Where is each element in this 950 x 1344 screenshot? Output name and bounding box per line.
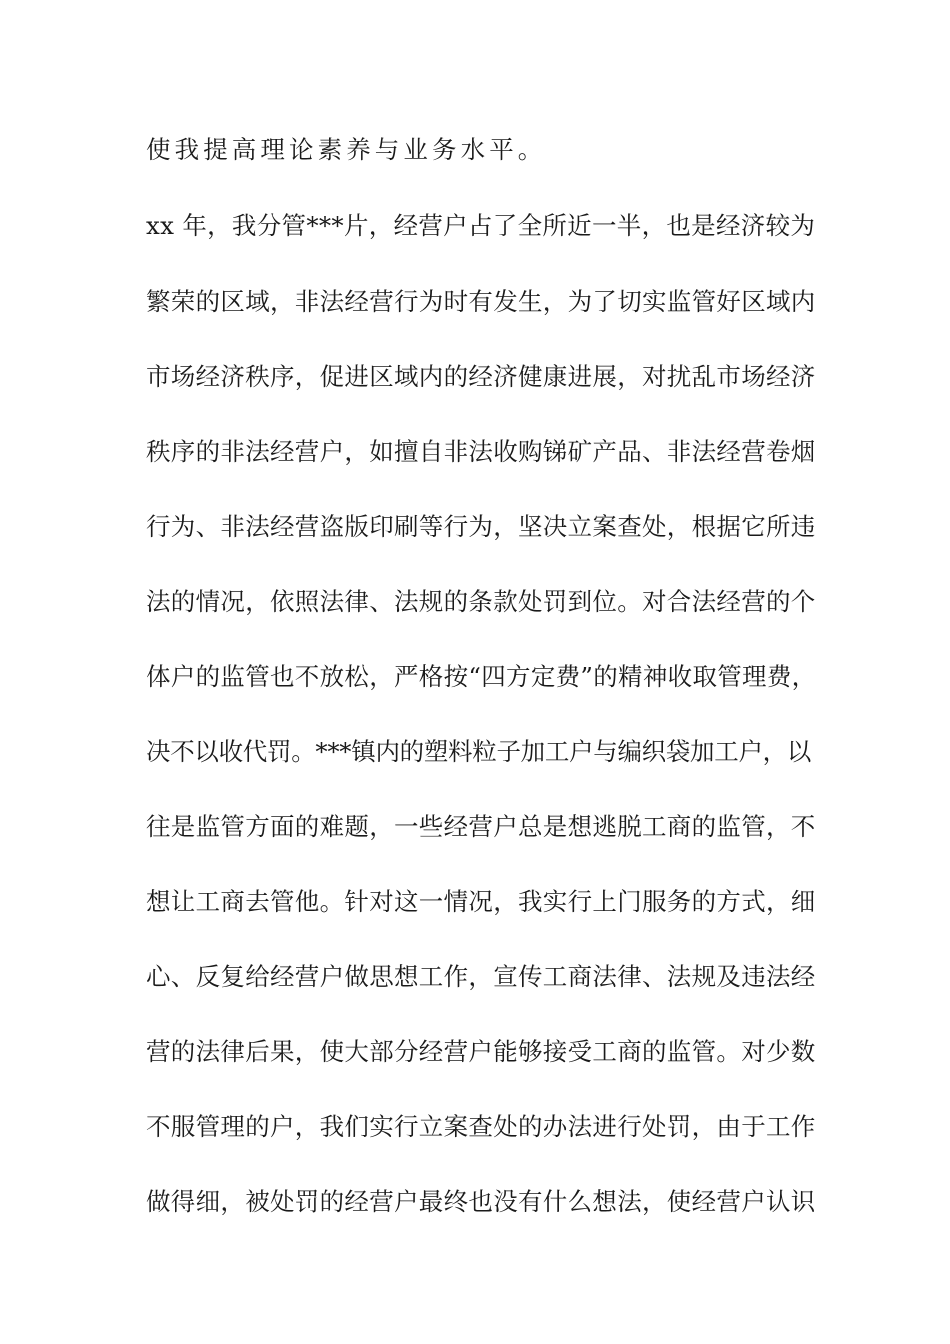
text-line: 市场经济秩序，促进区域内的经济健康进展，对扰乱市场经济 <box>146 362 816 391</box>
text-line: 不服管理的户，我们实行立案查处的办法进行处罚，由于工作 <box>146 1112 816 1141</box>
text-line: 使我提高理论素养与业务水平。 <box>146 135 547 164</box>
text-line: 想让工商去管他。针对这一情况，我实行上门服务的方式，细 <box>146 887 816 916</box>
text-line: xx 年，我分管***片，经营户占了全所近一半，也是经济较为 <box>146 211 816 240</box>
text-line: 体户的监管也不放松，严格按“四方定费”的精神收取管理费， <box>146 662 817 691</box>
text-line: 往是监管方面的难题，一些经营户总是想逃脱工商的监管，不 <box>146 812 816 841</box>
text-line: 法的情况，依照法律、法规的条款处罚到位。对合法经营的个 <box>146 587 816 616</box>
text-line: 决不以收代罚。***镇内的塑料粒子加工户与编织袋加工户，以 <box>146 737 812 766</box>
text-line: 做得细，被处罚的经营户最终也没有什么想法，使经营户认识 <box>146 1187 816 1216</box>
text-line: 行为、非法经营盗版印刷等行为，坚决立案查处，根据它所违 <box>146 512 816 541</box>
text-line: 营的法律后果，使大部分经营户能够接受工商的监管。对少数 <box>146 1037 816 1066</box>
text-line: 秩序的非法经营户，如擅自非法收购锑矿产品、非法经营卷烟 <box>146 437 816 466</box>
text-line: 繁荣的区域，非法经营行为时有发生，为了切实监管好区域内 <box>146 287 816 316</box>
text-line: 心、反复给经营户做思想工作，宣传工商法律、法规及违法经 <box>146 962 816 991</box>
